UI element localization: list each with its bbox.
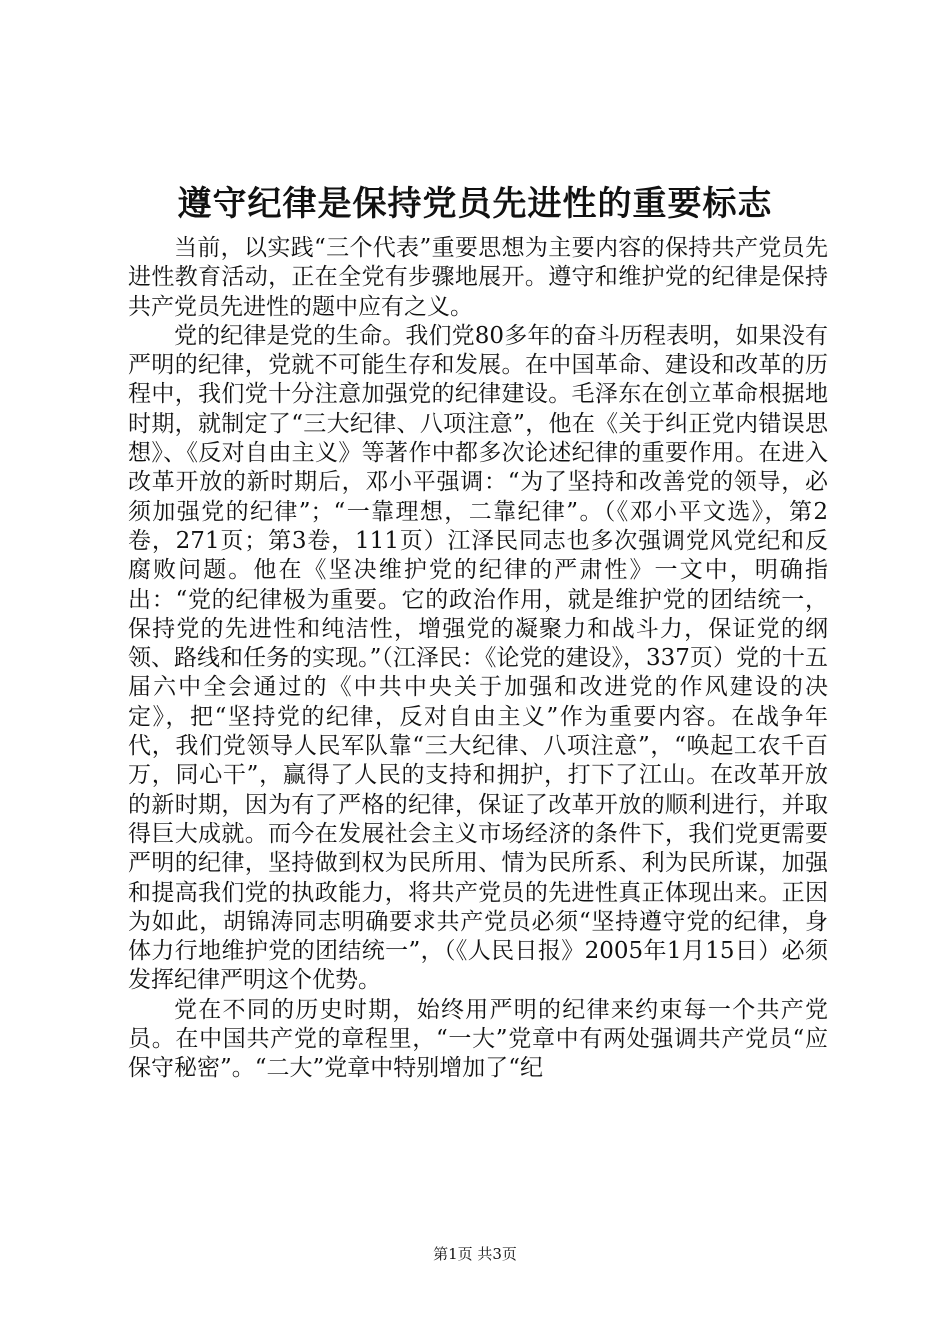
paragraph-2: 党的纪律是党的生命。我们党80多年的奋斗历程表明，如果没有严明的纪律，党就不可能生存和发展。在中国革命、建设和改革的历程中，我们党十分注意加强党的纪律建设。毛泽东在创立革命根据地时期，就制定了“三大纪律、八项注意”，他在《关于纠正党内错误思想》、《反对自由主义》等著作中都多次论述纪律的重要作用。在进入改革开放的新时期后，邓小平强调：“为了坚持和改善党的领导，必须加强党的纪律”；“一靠理想，二靠纪律”。（《邓小平文选》，第2卷，271页；第3卷，111页）江泽民同志也多次强调党风党纪和反腐败问题。他在《坚决维护党的纪律的严肃性》一文中，明确指出：“党的纪律极为重要。它的政治作用，就是维护党的团结统一，保持党的先进性和纯洁性，增强党的凝聚力和战斗力，保证党的纲领、路线和任务的实现。”（江泽民：《论党的建设》，337页）党的十五届六中全会通过的《中共中央关于加强和改进党的作风建设的决定》，把“坚持党的纪律，反对自由主义”作为重要内容。在战争年代，我们党领导人民军队靠“三大纪律、八项注意”，“唤起工农千百万，同心干”，赢得了人民的支持和拥护，打下了江山。在改革开放的新时期，因为有了严格的纪律，保证了改革开放的顺利进行，并取得巨大成就。而今在发展社会主义市场经济的条件下，我们党更需要严明的纪律，坚持做到权为民所用、情为民所系、利为民所谋，加强和提高我们党的执政能力，将共产党员的先进性真正体现出来。正因为如此，胡锦涛同志明确要求共产党员必须“坚持遵守党的纪律，身体力行地维护党的团结统一”，（《人民日报》2005年1月15日）必须发挥纪律严明这个优势。 [128, 322, 828, 994]
paragraph-1: 当前，以实践“三个代表”重要思想为主要内容的保持共产党员先进性教育活动，正在全党有步骤地展开。遵守和维护党的纪律是保持共产党员先进性的题中应有之义。 [128, 235, 828, 320]
page-footer: 第1页 共3页 [433, 1245, 517, 1263]
document-body [128, 234, 828, 1084]
document-title: 遵守纪律是保持党员先进性的重要标志 [177, 184, 773, 224]
paragraph-3: 党在不同的历史时期，始终用严明的纪律来约束每一个共产党员。在中国共产党的章程里，“一大”党章中有两处强调共产党员“应保守秘密”。“二大”党章中特别增加了“纪 [128, 996, 828, 1082]
